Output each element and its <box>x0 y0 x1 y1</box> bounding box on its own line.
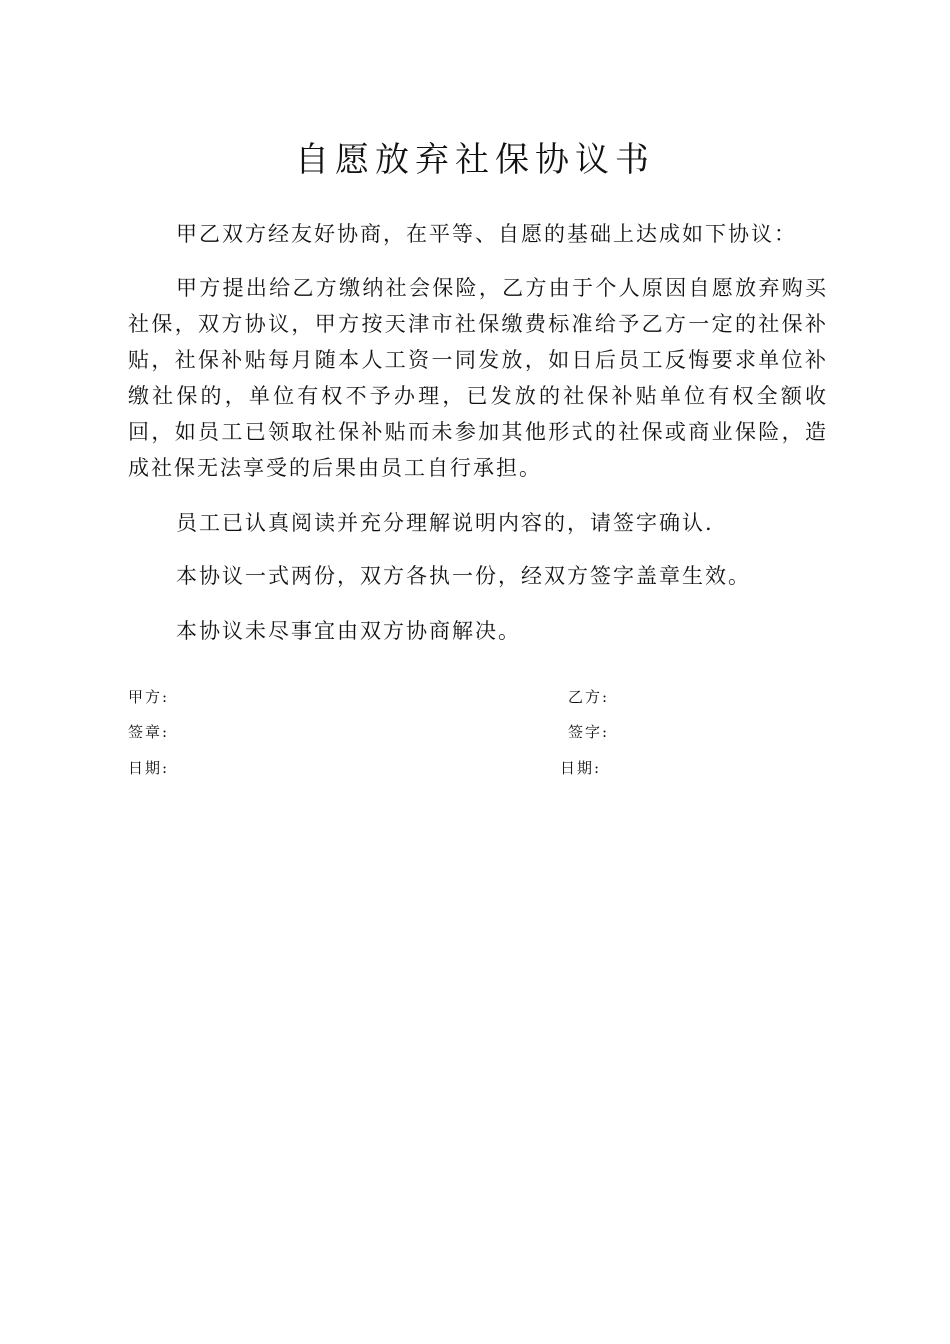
party-a-seal-label: 签章: <box>128 723 170 741</box>
party-a-label: 甲方: <box>128 688 170 706</box>
paragraph-confirmation: 员工已认真阅读并充分理解说明内容的，请签字确认. <box>176 511 714 535</box>
paragraph-other-matters: 本协议未尽事宜由双方协商解决。 <box>176 619 521 643</box>
document-title: 自愿放弃社保协议书 <box>295 140 655 180</box>
party-b-date-label: 日期: <box>560 759 602 777</box>
paragraph-copies: 本协议一式两份，双方各执一份，经双方签字盖章生效。 <box>176 564 751 588</box>
party-b-label: 乙方: <box>568 688 610 706</box>
party-b-sign-label: 签字: <box>568 723 610 741</box>
party-a-date-label: 日期: <box>128 759 170 777</box>
paragraph-terms: 甲方提出给乙方缴纳社会保险，乙方由于个人原因自愿放弃购买社保，双方协议，甲方按天津市社保缴费标准给予乙方一定的社保补贴，社保补贴每月随本人工资一同发放，如日后员工反悔要求单位补缴社保的，单位有权不予办理，已发放的社保补贴单位有权全额收回，如员工已领取社保补贴而未参加其他形式的社保或商业保险，造成社保无法享受的后果由员工自行承担。 <box>128 276 828 480</box>
paragraph-intro: 甲乙双方经友好协商，在平等、自愿的基础上达成如下协议： <box>176 222 797 246</box>
